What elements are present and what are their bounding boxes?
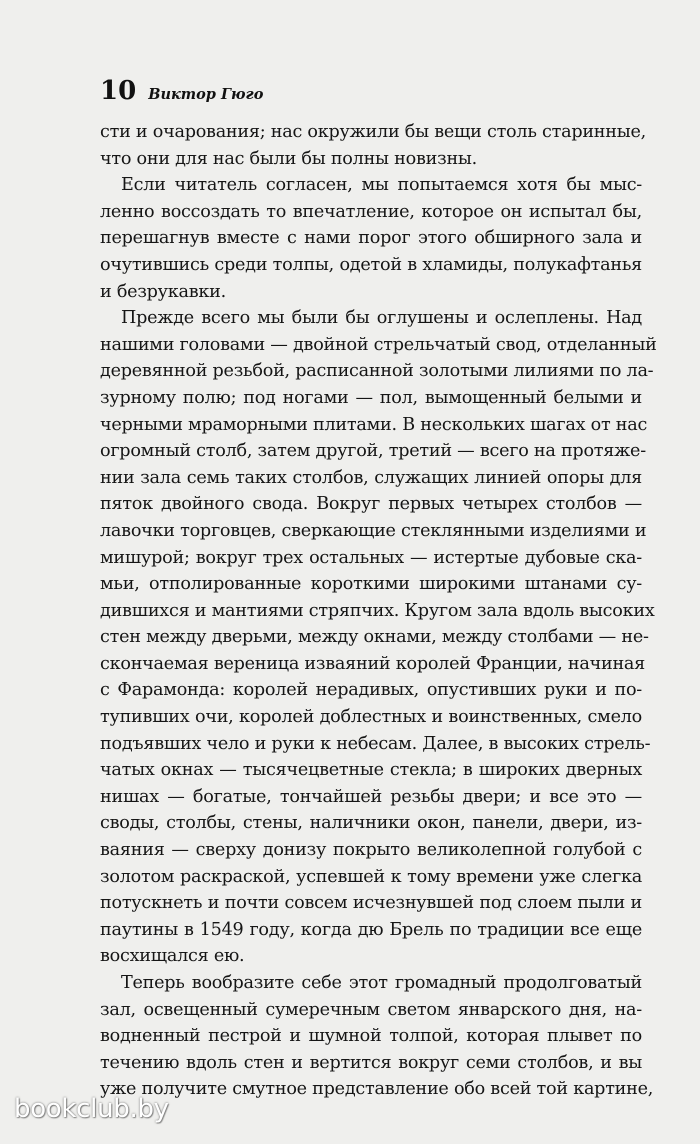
text-line: перешагнув вместе с нами порог этого обширного зала и — [100, 228, 642, 249]
running-header — [100, 76, 263, 106]
text-line: золотом раскраской, успевшей к тому времени уже слегка — [100, 866, 642, 887]
text-line: тупивших очи, королей доблестных и воинственных, смело — [100, 707, 642, 728]
text-line: нашими головами — двойной стрельчатый свод, отделанный — [100, 334, 657, 355]
text-line: с Фарамонда: королей нерадивых, опустивших руки и по- — [100, 680, 642, 701]
text-line: Если читатель согласен, мы попытаемся хотя бы мыс- — [121, 175, 642, 196]
text-line: ваяния — сверху донизу покрыто великолепной голубой с — [100, 840, 642, 861]
text-line: деревянной резьбой, расписанной золотыми лилиями по ла- — [100, 361, 654, 382]
text-line: нишах — богатые, тончайшей резьбы двери; и все это — — [100, 786, 642, 807]
text-line: дившихся и мантиями стряпчих. Кругом зала вдоль высоких — [100, 600, 655, 621]
text-line: стен между дверьми, между окнами, между столбами — не- — [100, 627, 649, 648]
page-number: 10 — [100, 76, 137, 106]
text-line: что они для нас были бы полны новизны. — [100, 148, 478, 169]
text-line: ленно воссоздать то впечатление, которое он испытал бы, — [100, 201, 642, 222]
text-line: паутины в 1549 году, когда дю Брель по традиции все еще — [100, 919, 642, 940]
text-line: мишурой; вокруг трех остальных — истертые дубовые ска- — [100, 547, 642, 568]
author-running-head: Виктор Гюго — [148, 86, 264, 103]
text-line: чатых окнах — тысячецветные стекла; в широких дверных — [100, 760, 642, 781]
paragraph — [100, 305, 657, 970]
text-line: подъявших чело и руки к небесам. Далее, в высоких стрель- — [100, 733, 651, 754]
text-line: зурному полю; под ногами — пол, вымощенный белыми и — [100, 387, 642, 408]
text-line: водненный пестрой и шумной толпой, которая плывет по — [100, 1026, 642, 1047]
text-line: своды, столбы, стены, наличники окон, панели, двери, из- — [100, 813, 642, 834]
text-line: зал, освещенный сумеречным светом январского дня, на- — [100, 999, 642, 1020]
text-line: Прежде всего мы были бы оглушены и ослеплены. Над — [121, 308, 642, 329]
text-line: скончаемая вереница изваяний королей Франции, начиная — [100, 653, 646, 674]
text-line: лавочки торговцев, сверкающие стеклянными изделиями и — [100, 520, 647, 541]
body-text — [100, 119, 657, 1103]
text-line: пяток двойного свода. Вокруг первых четырех столбов — — [100, 494, 642, 515]
paragraph — [100, 970, 654, 1103]
text-line: черными мраморными плитами. В нескольких шагах от нас — [100, 414, 648, 435]
paragraph — [100, 119, 647, 172]
text-line: уже получите смутное представление обо всей той картине, — [100, 1079, 654, 1100]
text-line: нии зала семь таких столбов, служащих линией опоры для — [100, 467, 642, 488]
text-line: очутившись среди толпы, одетой в хламиды, полукафтанья — [100, 254, 642, 275]
text-line: Теперь вообразите себе этот громадный продолговатый — [121, 973, 642, 993]
text-line: восхищался ею. — [100, 946, 245, 967]
text-line: и безрукавки. — [100, 281, 226, 302]
text-line: потускнеть и почти совсем исчезнувшей под слоем пыли и — [100, 893, 642, 914]
text-line: течению вдоль стен и вертится вокруг семи столбов, и вы — [100, 1052, 642, 1073]
paragraph — [100, 172, 642, 305]
text-line: сти и очарования; нас окружили бы вещи столь старинные, — [100, 122, 647, 142]
text-line: мьи, отполированные короткими широкими штанами су- — [100, 574, 642, 595]
watermark: bookclub.by — [14, 1094, 169, 1124]
text-line: огромный столб, затем другой, третий — всего на протяже- — [100, 441, 646, 462]
